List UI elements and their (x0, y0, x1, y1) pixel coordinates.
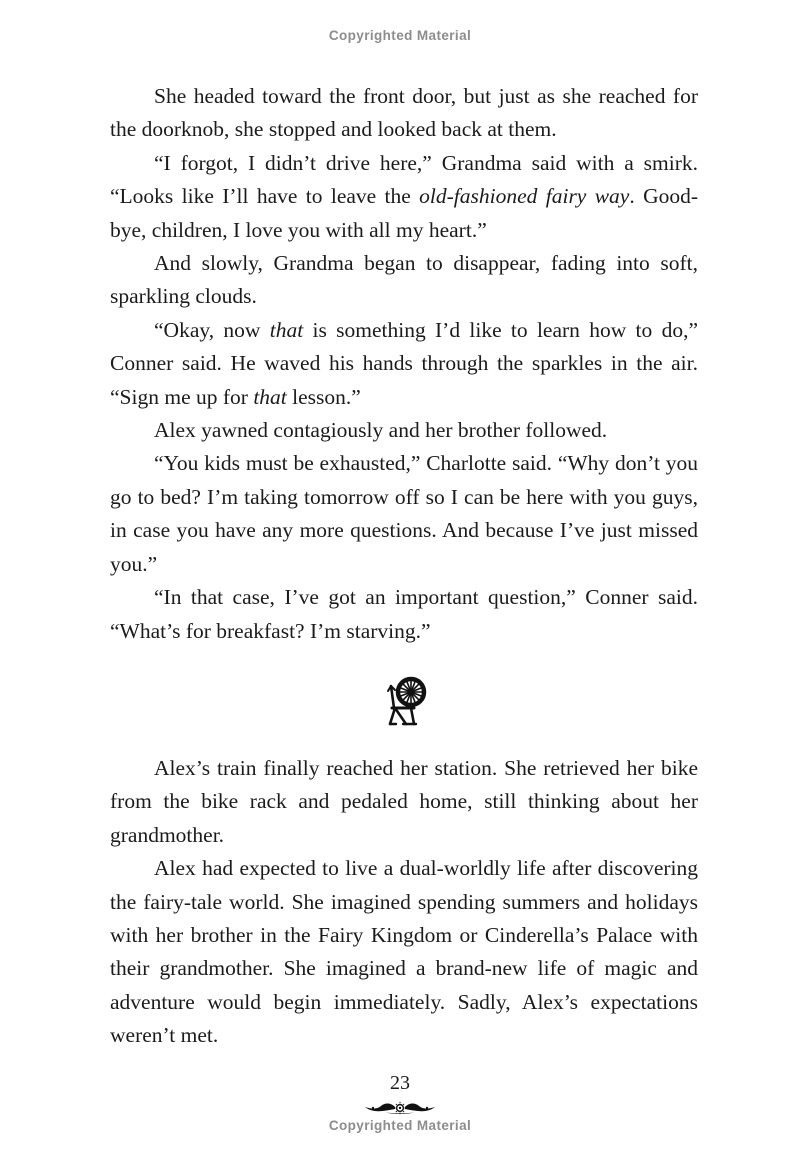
text-segment: lesson.” (286, 384, 361, 409)
text-segment: Alex’s train finally reached her station. She retrieved her bike from the bike rack and pedaled home, still thinking about her grandmother. (110, 755, 698, 847)
paragraph (110, 80, 698, 147)
paragraph (110, 414, 698, 447)
text-segment: . Good-bye, children, I love you with all my heart.” (110, 184, 699, 242)
text-segment: She headed toward the front door, but just as she reached for the doorknob, she stopped and looked back at them. (110, 84, 698, 142)
section-break (110, 674, 698, 724)
text-segment: “I forgot, I didn’t drive here,” Grandma said with a smirk. “Looks like I’ll have to leave the (110, 150, 698, 209)
spinning-wheel-icon (380, 687, 428, 711)
paragraph (110, 147, 698, 247)
footer-flourish (0, 1101, 800, 1117)
text-segment: Alex had expected to live a dual-worldly life after discovering the fairy-tale world. She imagined spending summers and holidays with her brother in the Fairy Kingdom or Cinderella’s Palace with their grandmother. She imagined a brand-new life of magic and adventure would begin immediately. Sadly, Alex’s expectations weren’t met. (110, 856, 698, 1048)
italic-text-segment: old-fashioned fairy way (419, 184, 630, 209)
paragraph (110, 581, 698, 648)
italic-text-segment: that (269, 317, 304, 342)
paragraph (110, 447, 698, 581)
text-block-after-break (110, 752, 698, 1053)
text-segment: Alex yawned contagiously and her brother followed. (154, 418, 608, 443)
text-block-before-break (110, 80, 698, 648)
paragraph (110, 852, 698, 1052)
top-watermark: Copyrighted Material (328, 28, 472, 43)
italic-text-segment: that (253, 384, 287, 409)
paragraph (110, 314, 698, 414)
page-number: 23 (390, 1072, 410, 1094)
paragraph (110, 247, 698, 314)
bottom-watermark: Copyrighted Material (328, 1118, 472, 1133)
page-body (110, 80, 698, 1053)
paragraph (110, 752, 698, 852)
text-segment: “In that case, I’ve got an important question,” Conner said. “What’s for breakfast? I’m starving.” (110, 585, 698, 643)
text-segment: And slowly, Grandma began to disappear, fading into soft, sparkling clouds. (110, 251, 698, 309)
text-segment: “You kids must be exhausted,” Charlotte said. “Why don’t you go to bed? I’m taking tomorrow off so I can be here with you guys, in case you have any more questions. And because I’ve just missed you.” (110, 451, 698, 576)
text-segment: “Okay, now (154, 317, 270, 342)
scroll-flourish-icon (364, 1102, 436, 1119)
text-segment: is something I’d like to learn how to do,” Conner said. He waved his hands through the sparkles in the air. “Sign me up for (110, 317, 698, 409)
